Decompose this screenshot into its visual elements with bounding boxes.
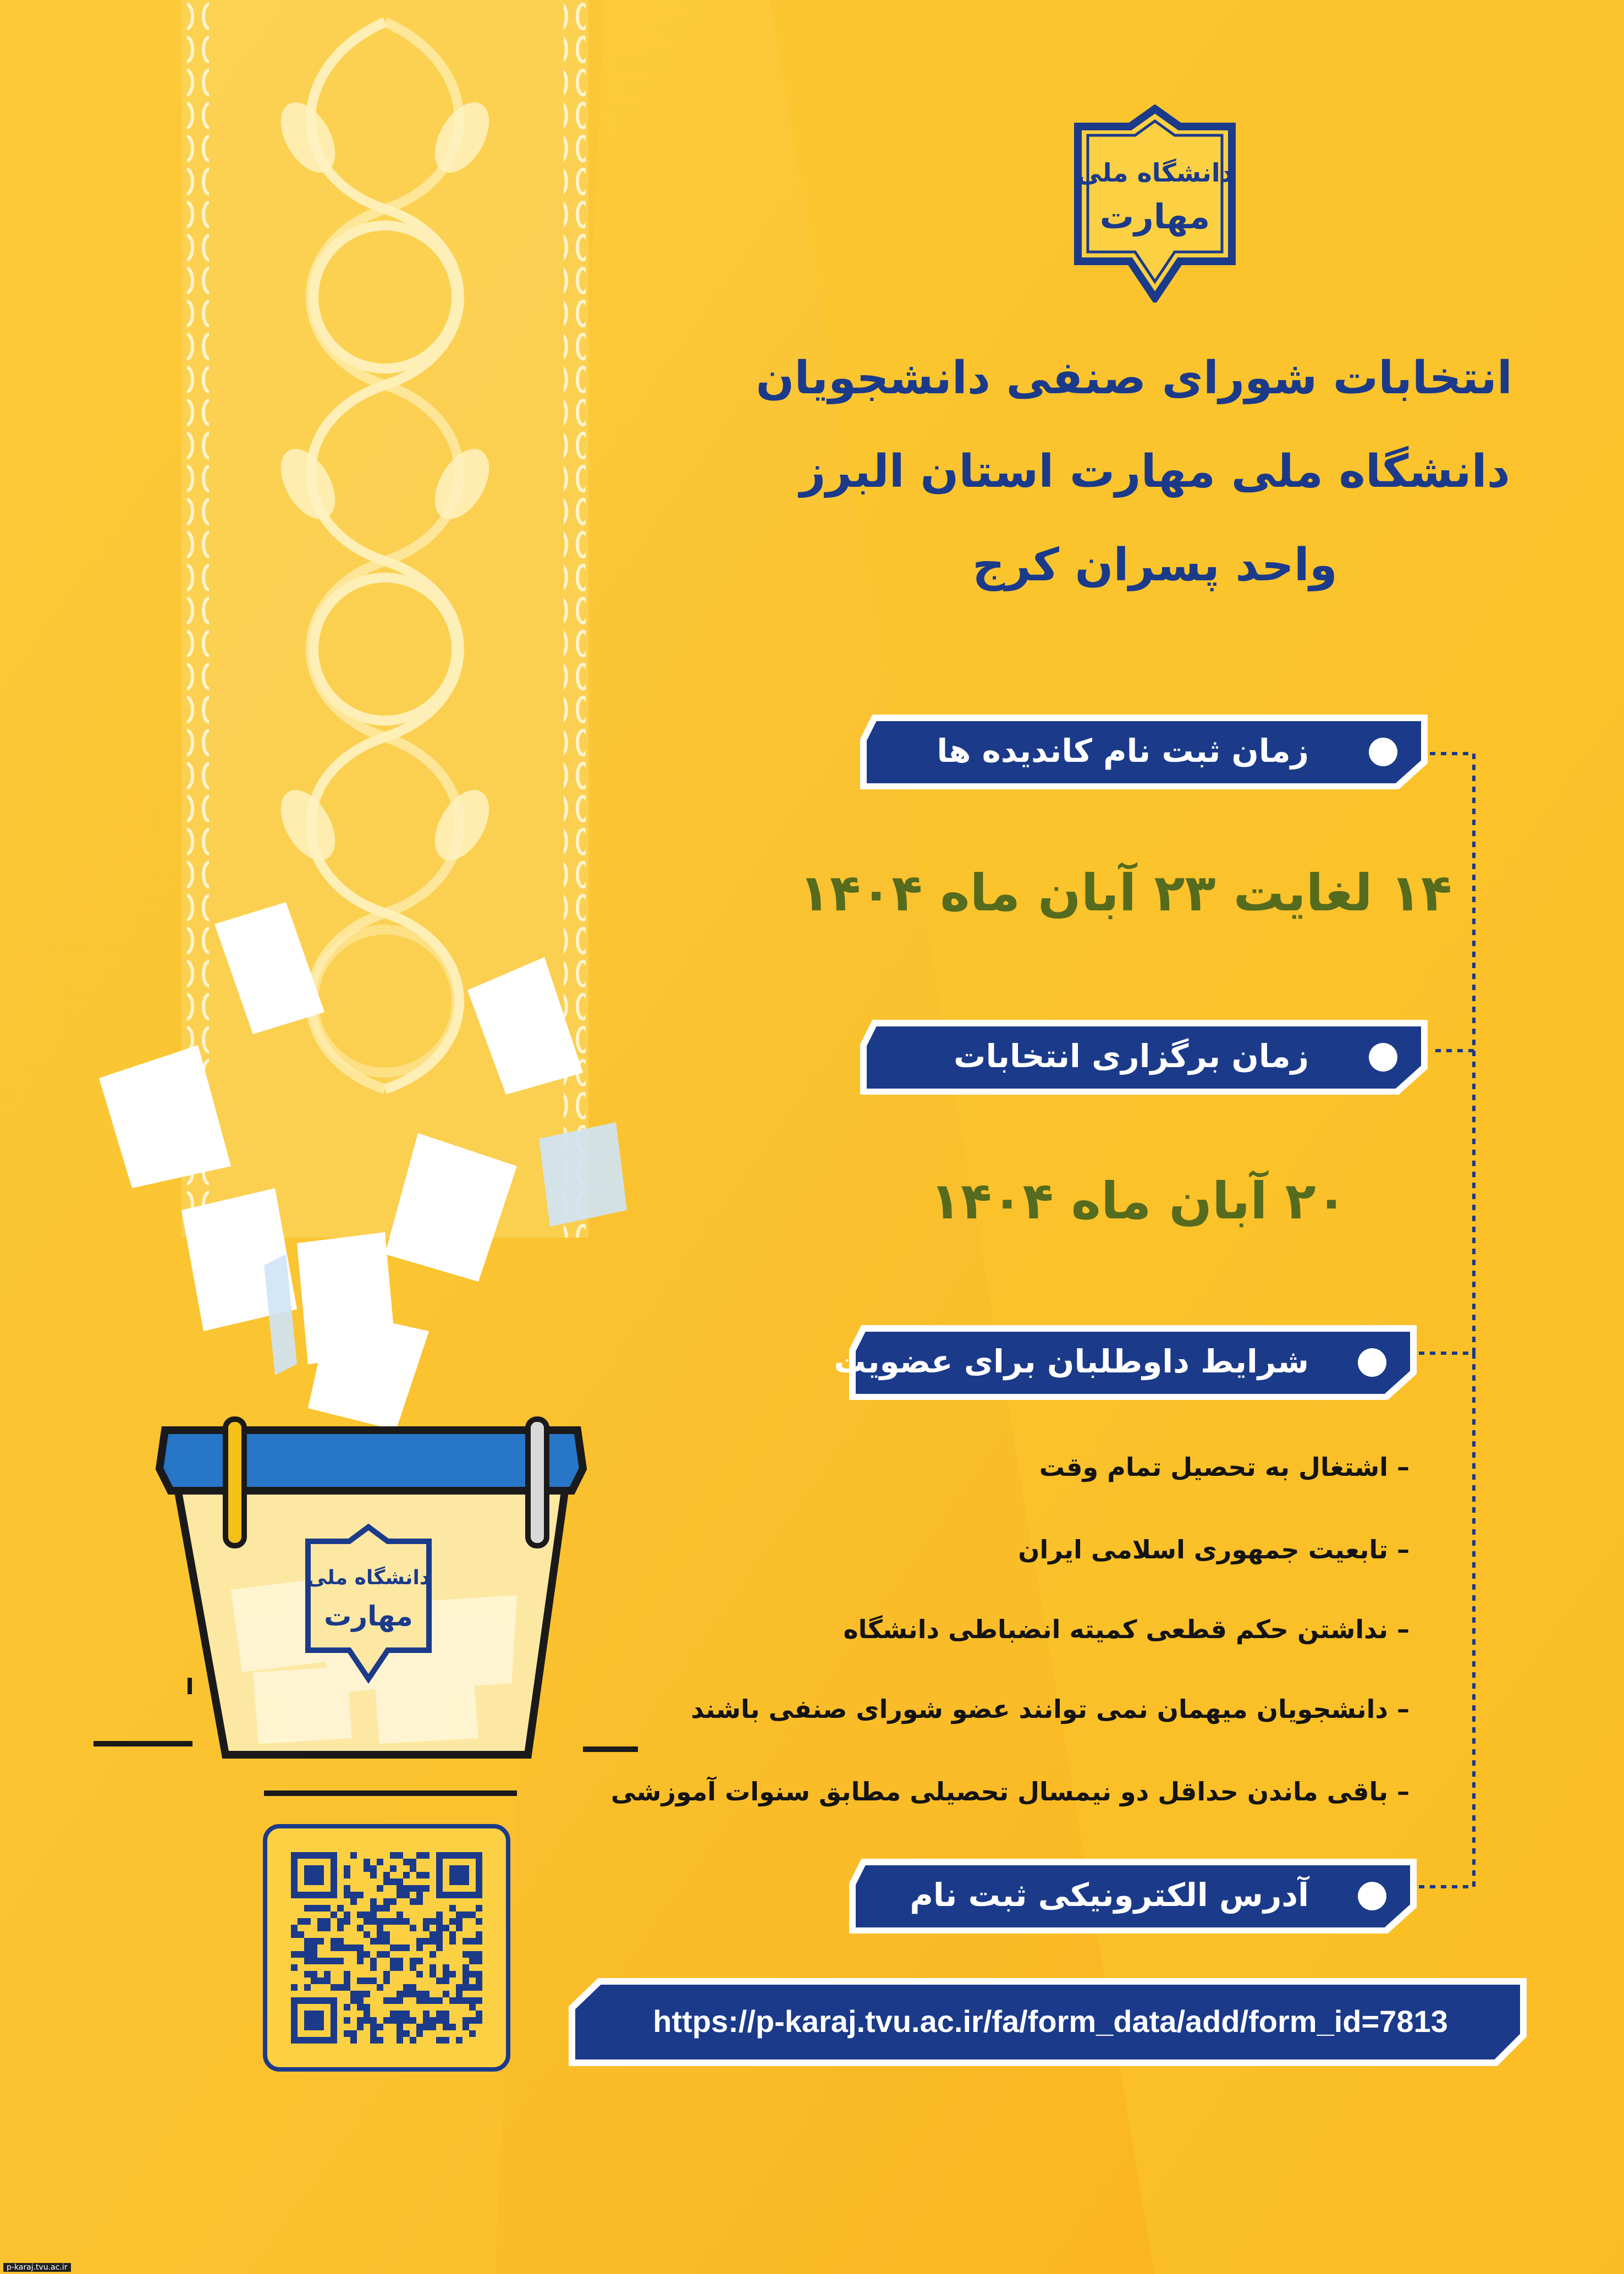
ballot-logo-top-text: دانشگاه ملی xyxy=(307,1567,430,1589)
condition-item: – دانشجویان میهمان نمی توانند عضو شورای صنفی باشند xyxy=(691,1694,1410,1724)
bullet-dot-icon xyxy=(1356,1880,1389,1913)
registration-url-box xyxy=(566,1975,1529,2068)
registration-url-link[interactable]: https://p-karaj.tvu.ac.ir/fa/form_data/add/form_id=7813 xyxy=(653,2004,1448,2039)
election-time-label: زمان برگزاری انتخابات xyxy=(954,1037,1309,1075)
ballot-logo-bottom-text: مهارت xyxy=(324,1600,413,1632)
university-logo xyxy=(1067,105,1243,303)
title-line-3: واحد پسران کرج xyxy=(972,539,1337,591)
title-line-1: انتخابات شورای صنفی دانشجویان xyxy=(756,352,1512,404)
bullet-dot-icon xyxy=(1367,735,1400,768)
election-time-banner xyxy=(858,1018,1430,1095)
qr-code[interactable] xyxy=(263,1824,510,2072)
condition-item: – تابعیت جمهوری اسلامی ایران xyxy=(1018,1535,1410,1564)
logo-top-text: دانشگاه ملی xyxy=(1076,158,1234,188)
ballot-box-icon xyxy=(88,1408,654,1804)
bullet-dot-icon xyxy=(1356,1346,1389,1379)
bullet-dot-icon xyxy=(1367,1041,1400,1074)
conditions-banner xyxy=(834,1323,1419,1400)
election-date: ۲۰ آبان ماه ۱۴۰۴ xyxy=(930,1172,1347,1231)
title-line-2: دانشگاه ملی مهارت استان البرز xyxy=(800,446,1510,498)
registration-date: ۱۴ لغایت ۲۳ آبان ماه ۱۴۰۴ xyxy=(799,864,1452,922)
registration-address-label: آدرس الکترونیکی ثبت نام xyxy=(910,1876,1309,1914)
logo-bottom-text: مهارت xyxy=(1099,196,1210,237)
registration-time-label: زمان ثبت نام کاندیده ها xyxy=(937,732,1309,770)
condition-item: – اشتغال به تحصیل تمام وقت xyxy=(1039,1452,1410,1482)
registration-address-banner xyxy=(847,1856,1419,1934)
registration-time-banner xyxy=(858,712,1430,789)
footer-tag: p-karaj.tvu.ac.ir xyxy=(3,2263,71,2272)
condition-item: – باقی ماندن حداقل دو نیمسال تحصیلی مطابق سنوات آموزشی xyxy=(610,1777,1410,1806)
condition-item: – نداشتن حکم قطعی کمیته انضباطی دانشگاه xyxy=(843,1614,1410,1644)
conditions-label: شرایط داوطلبان برای عضویت xyxy=(834,1343,1309,1380)
